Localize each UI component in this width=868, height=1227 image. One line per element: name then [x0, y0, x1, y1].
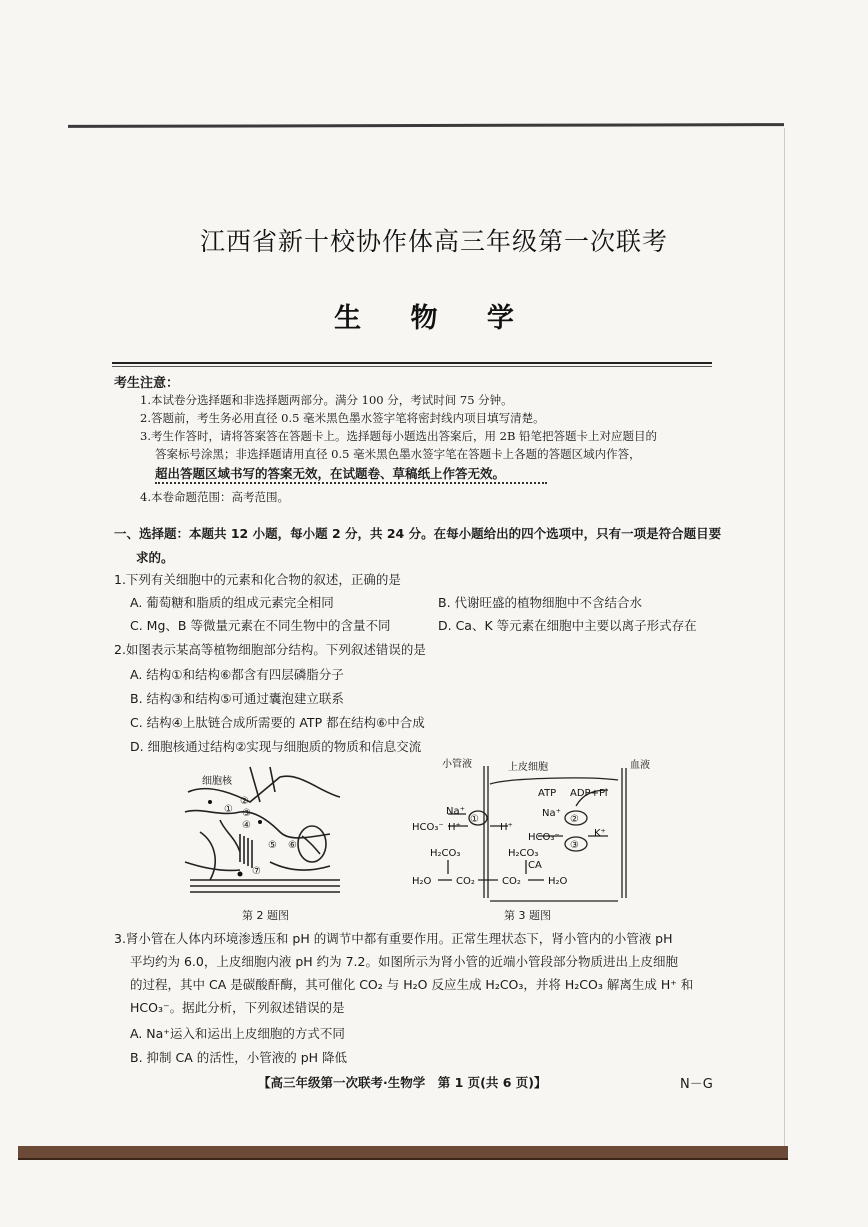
- notice-item: 答案标号涂黑；非选择题请用直径 0.5 毫米黑色墨水签字笔在答题卡上各题的答题区域内作答，: [155, 447, 641, 461]
- page-bottom-band: [18, 1146, 788, 1158]
- page-edge: [784, 128, 785, 1148]
- q3-stem-line1: 3.肾小管在人体内环境渗透压和 pH 的调节中都有重要作用。正常生理状态下，肾小管内的小管液 pH: [114, 931, 673, 946]
- fig3-na-right: Na⁺: [542, 808, 561, 819]
- section-heading-cont: 求的。: [136, 550, 174, 565]
- figure-3-caption: 第 3 题图: [504, 909, 551, 922]
- notice-item: 2.答题前，考生务必用直径 0.5 毫米黑色墨水签字笔将密封线内项目填写清楚。: [140, 411, 545, 425]
- fig2-label-1: ①: [224, 804, 233, 815]
- subject-title: 生 物 学: [334, 303, 534, 334]
- section-heading: 一、选择题：本题共 12 小题，每小题 2 分，共 24 分。在每小题给出的四个选项中，只有一项是符合题目要: [114, 526, 722, 541]
- q2-option-c: C. 结构④上肽链合成所需要的 ATP 都在结构⑥中合成: [130, 715, 425, 730]
- q2-option-a: A. 结构①和结构⑥都含有四层磷脂分子: [130, 667, 344, 682]
- emphasis-dots: [155, 480, 547, 484]
- fig3-k: K⁺: [594, 828, 606, 839]
- q2-stem: 2.如图表示某高等植物细胞部分结构。下列叙述错误的是: [114, 642, 426, 657]
- fig3-circle-1: ①: [470, 814, 479, 825]
- fig2-label-3: ③: [242, 808, 251, 819]
- q3-stem-line4: HCO₃⁻。据此分析，下列叙述错误的是: [130, 1000, 345, 1015]
- fig2-nucleus-label: 细胞核: [202, 776, 232, 787]
- q3-option-b: B. 抑制 CA 的活性，小管液的 pH 降低: [130, 1050, 348, 1065]
- fig3-adp: ADP+Pi: [570, 788, 608, 799]
- q1-option-d: D. Ca、K 等元素在细胞中主要以离子形式存在: [438, 618, 697, 633]
- header-rule: [112, 362, 712, 364]
- fig3-h-right: H⁺: [500, 822, 513, 833]
- notice-item: 4.本卷命题范围：高考范围。: [140, 490, 289, 504]
- page-bottom-band-dark: [18, 1158, 788, 1160]
- exam-title: 江西省新十校协作体高三年级第一次联考: [199, 227, 668, 256]
- fig3-h2co3-left: H₂CO₃: [430, 848, 461, 859]
- fig3-blood: 血液: [630, 760, 650, 771]
- fig3-atp: ATP: [538, 788, 557, 799]
- fig3-ca: CA: [528, 860, 542, 871]
- q3-stem-line2: 平均约为 6.0，上皮细胞内液 pH 约为 7.2。如图所示为肾小管的近端小管段部分物质进出上皮细胞: [130, 954, 678, 969]
- q1-option-a: A. 葡萄糖和脂质的组成元素完全相同: [130, 595, 334, 610]
- fig3-circle-2: ②: [570, 814, 579, 825]
- q1-option-b: B. 代谢旺盛的植物细胞中不含结合水: [438, 595, 643, 610]
- fig3-h2o-left: H₂O: [412, 876, 432, 887]
- fig3-h2o-right: H₂O: [548, 876, 568, 887]
- fig3-co2-b: CO₂: [502, 876, 521, 887]
- paper-code: N－G: [680, 1077, 713, 1092]
- fig2-label-6: ⑥: [288, 840, 297, 851]
- fig2-label-7: ⑦: [252, 866, 261, 877]
- top-border-line: [68, 123, 784, 128]
- fig3-hco3-right: HCO₃⁻: [528, 832, 560, 843]
- q1-option-c: C. Mg、B 等微量元素在不同生物中的含量不同: [130, 618, 391, 633]
- q2-option-d: D. 细胞核通过结构②实现与细胞质的物质和信息交流: [130, 739, 422, 754]
- figure-2-caption: 第 2 题图: [242, 909, 289, 922]
- fig3-tube-fluid: 小管液: [442, 759, 472, 770]
- fig2-label-4: ④: [242, 820, 251, 831]
- fig2-label-5: ⑤: [268, 840, 277, 851]
- page-footer: 【高三年级第一次联考·生物学 第 1 页(共 6 页)】: [258, 1075, 547, 1090]
- fig3-h-left: H⁺: [448, 822, 461, 833]
- q2-option-b: B. 结构③和结构⑤可通过囊泡建立联系: [130, 691, 344, 706]
- figure-3-transport-diagram: [408, 756, 668, 906]
- fig3-epithelial: 上皮细胞: [508, 762, 548, 773]
- fig3-circle-3: ③: [570, 840, 579, 851]
- notice-item: 1.本试卷分选择题和非选择题两部分。满分 100 分，考试时间 75 分钟。: [140, 393, 513, 407]
- fig3-h2co3-right: H₂CO₃: [508, 848, 539, 859]
- header-rule-thin: [112, 366, 712, 367]
- fig3-co2-a: CO₂: [456, 876, 475, 887]
- q3-option-a: A. Na⁺运入和运出上皮细胞的方式不同: [130, 1026, 345, 1041]
- fig3-na-left: Na⁺: [446, 806, 465, 817]
- notice-item: 3.考生作答时，请将答案答在答题卡上。选择题每小题选出答案后，用 2B 铅笔把答题卡上对应题目的: [140, 429, 658, 443]
- q3-stem-line3: 的过程，其中 CA 是碳酸酐酶，其可催化 CO₂ 与 H₂O 反应生成 H₂CO₃，并将 H₂CO₃ 解离生成 H⁺ 和: [130, 977, 694, 992]
- fig3-hco3-left: HCO₃⁻: [412, 822, 444, 833]
- figure-2-cell-diagram: [180, 762, 350, 902]
- fig2-label-2: ②: [240, 796, 249, 807]
- q1-stem: 1.下列有关细胞中的元素和化合物的叙述，正确的是: [114, 572, 401, 587]
- notice-item-emphasis: 超出答题区域书写的答案无效，在试题卷、草稿纸上作答无效。: [155, 466, 506, 481]
- notice-heading: 考生注意：: [114, 376, 180, 391]
